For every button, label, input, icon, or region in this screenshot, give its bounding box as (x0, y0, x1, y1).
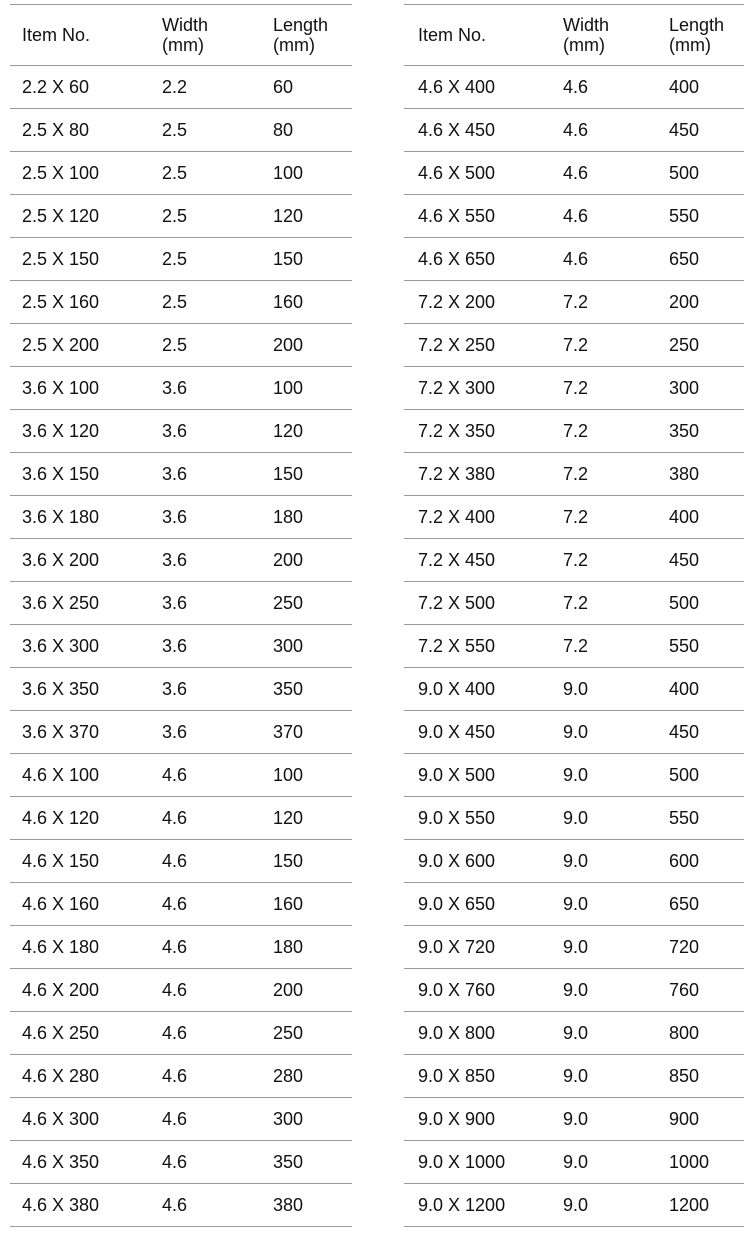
length-cell: 1000 (669, 1152, 710, 1172)
item-no-cell: 9.0 X 760 (418, 980, 496, 1000)
width-cell: 2.5 (162, 292, 188, 312)
table-row (404, 582, 744, 625)
width-cell: 4.6 (162, 1023, 188, 1043)
length-cell: 100 (273, 163, 304, 183)
width-cell: 9.0 (563, 894, 589, 914)
item-no-cell: 7.2 X 450 (418, 550, 496, 570)
item-no-cell: 7.2 X 200 (418, 292, 496, 312)
length-cell: 160 (273, 292, 304, 312)
item-no-cell: 7.2 X 300 (418, 378, 496, 398)
width-cell: 9.0 (563, 1195, 589, 1215)
table-row (10, 496, 352, 539)
width-cell: 3.6 (162, 636, 188, 656)
width-cell: 9.0 (563, 679, 589, 699)
right-spec-table (404, 4, 744, 1227)
item-no-cell: 4.6 X 650 (418, 249, 496, 269)
left-spec-table (10, 4, 352, 1227)
width-cell: 9.0 (563, 1023, 589, 1043)
width-cell: 4.6 (563, 120, 589, 140)
length-cell: 120 (273, 421, 304, 441)
width-cell: 4.6 (563, 249, 589, 269)
table-row (404, 711, 744, 754)
width-cell: 3.6 (162, 464, 188, 484)
item-no-cell: 4.6 X 350 (22, 1152, 100, 1172)
length-cell: 150 (273, 249, 304, 269)
width-cell: 4.6 (162, 1066, 188, 1086)
width-cell: 9.0 (563, 980, 589, 1000)
item-no-cell: 9.0 X 850 (418, 1066, 496, 1086)
length-cell: 80 (273, 120, 294, 140)
table-body (10, 66, 352, 1227)
length-cell: 550 (669, 206, 700, 226)
table-row (10, 1012, 352, 1055)
length-cell: 60 (273, 77, 294, 97)
item-no-cell: 7.2 X 400 (418, 507, 496, 527)
table-row (404, 1141, 744, 1184)
item-no-cell: 7.2 X 550 (418, 636, 496, 656)
width-cell: 9.0 (563, 851, 589, 871)
length-cell: 550 (669, 636, 700, 656)
item-no-cell: 2.5 X 80 (22, 120, 90, 140)
item-no-cell: 3.6 X 150 (22, 464, 100, 484)
width-cell: 2.5 (162, 206, 188, 226)
item-no-cell: 4.6 X 200 (22, 980, 100, 1000)
table-row (10, 969, 352, 1012)
table-row (10, 453, 352, 496)
length-cell: 720 (669, 937, 700, 957)
width-cell: 2.5 (162, 163, 188, 183)
width-cell: 7.2 (563, 636, 589, 656)
width-cell: 9.0 (563, 808, 589, 828)
length-cell: 500 (669, 765, 700, 785)
length-cell: 380 (273, 1195, 304, 1215)
table-row (404, 453, 744, 496)
item-no-cell: 9.0 X 400 (418, 679, 496, 699)
table-row (10, 367, 352, 410)
item-no-cell: 3.6 X 350 (22, 679, 100, 699)
length-cell: 100 (273, 765, 304, 785)
header-item-no: Item No. (22, 25, 91, 45)
length-cell: 180 (273, 937, 304, 957)
item-no-cell: 4.6 X 150 (22, 851, 100, 871)
width-cell: 2.5 (162, 249, 188, 269)
width-cell: 2.5 (162, 120, 188, 140)
header-item-no: Item No. (418, 25, 487, 45)
table-row (10, 1184, 352, 1227)
table-row (10, 195, 352, 238)
table-row (404, 754, 744, 797)
item-no-cell: 4.6 X 380 (22, 1195, 100, 1215)
item-no-cell: 9.0 X 500 (418, 765, 496, 785)
width-cell: 4.6 (563, 163, 589, 183)
width-cell: 7.2 (563, 507, 589, 527)
item-no-cell: 4.6 X 120 (22, 808, 100, 828)
length-cell: 150 (273, 464, 304, 484)
length-cell: 100 (273, 378, 304, 398)
length-cell: 350 (273, 679, 304, 699)
item-no-cell: 4.6 X 500 (418, 163, 496, 183)
width-cell: 4.6 (162, 1195, 188, 1215)
table-row (404, 840, 744, 883)
length-cell: 600 (669, 851, 700, 871)
length-cell: 650 (669, 894, 700, 914)
length-cell: 450 (669, 120, 700, 140)
item-no-cell: 4.6 X 550 (418, 206, 496, 226)
length-cell: 400 (669, 507, 700, 527)
table-row (404, 496, 744, 539)
table-row (10, 152, 352, 195)
width-cell: 9.0 (563, 722, 589, 742)
width-cell: 3.6 (162, 722, 188, 742)
length-cell: 250 (669, 335, 700, 355)
item-no-cell: 9.0 X 720 (418, 937, 496, 957)
table-row (404, 66, 744, 109)
length-cell: 180 (273, 507, 304, 527)
item-no-cell: 7.2 X 500 (418, 593, 496, 613)
table-row (10, 66, 352, 109)
length-cell: 500 (669, 163, 700, 183)
width-cell: 9.0 (563, 1152, 589, 1172)
length-cell: 120 (273, 206, 304, 226)
table-row (404, 109, 744, 152)
width-cell: 4.6 (162, 808, 188, 828)
length-cell: 200 (669, 292, 700, 312)
item-no-cell: 4.6 X 160 (22, 894, 100, 914)
length-cell: 650 (669, 249, 700, 269)
table-row (10, 410, 352, 453)
item-no-cell: 7.2 X 350 (418, 421, 496, 441)
item-no-cell: 2.5 X 160 (22, 292, 100, 312)
header-length: Length (mm) (273, 15, 329, 55)
item-no-cell: 9.0 X 1000 (418, 1152, 506, 1172)
table-row (404, 324, 744, 367)
length-cell: 200 (273, 550, 304, 570)
table-row (10, 926, 352, 969)
table-row (404, 1184, 744, 1227)
table-header (404, 5, 744, 66)
table-row (10, 625, 352, 668)
item-no-cell: 9.0 X 800 (418, 1023, 496, 1043)
width-cell: 4.6 (162, 1109, 188, 1129)
table-row (10, 539, 352, 582)
table-row (10, 797, 352, 840)
length-cell: 160 (273, 894, 304, 914)
item-no-cell: 4.6 X 400 (418, 77, 496, 97)
table-row (10, 668, 352, 711)
item-no-cell: 3.6 X 300 (22, 636, 100, 656)
width-cell: 4.6 (162, 1152, 188, 1172)
table-row (404, 238, 744, 281)
item-no-cell: 2.5 X 200 (22, 335, 100, 355)
width-cell: 4.6 (563, 206, 589, 226)
width-cell: 2.5 (162, 335, 188, 355)
item-no-cell: 4.6 X 180 (22, 937, 100, 957)
table-row (10, 281, 352, 324)
table-row (10, 711, 352, 754)
table-row (404, 668, 744, 711)
length-cell: 250 (273, 593, 304, 613)
header-length: Length (mm) (669, 15, 725, 55)
length-cell: 900 (669, 1109, 700, 1129)
width-cell: 9.0 (563, 765, 589, 785)
width-cell: 3.6 (162, 593, 188, 613)
table-row (404, 1098, 744, 1141)
item-no-cell: 4.6 X 280 (22, 1066, 100, 1086)
item-no-cell: 9.0 X 450 (418, 722, 496, 742)
length-cell: 350 (669, 421, 700, 441)
table-row (404, 625, 744, 668)
length-cell: 450 (669, 722, 700, 742)
item-no-cell: 7.2 X 380 (418, 464, 496, 484)
width-cell: 4.6 (162, 765, 188, 785)
item-no-cell: 2.5 X 120 (22, 206, 100, 226)
item-no-cell: 9.0 X 900 (418, 1109, 496, 1129)
item-no-cell: 9.0 X 650 (418, 894, 496, 914)
length-cell: 200 (273, 980, 304, 1000)
length-cell: 350 (273, 1152, 304, 1172)
width-cell: 9.0 (563, 1109, 589, 1129)
table-body (404, 66, 744, 1227)
length-cell: 500 (669, 593, 700, 613)
width-cell: 3.6 (162, 679, 188, 699)
width-cell: 4.6 (162, 894, 188, 914)
width-cell: 9.0 (563, 937, 589, 957)
table-row (10, 754, 352, 797)
table-row (10, 1141, 352, 1184)
table-row (404, 926, 744, 969)
length-cell: 300 (669, 378, 700, 398)
item-no-cell: 3.6 X 370 (22, 722, 100, 742)
width-cell: 4.6 (162, 980, 188, 1000)
width-cell: 7.2 (563, 421, 589, 441)
length-cell: 760 (669, 980, 700, 1000)
item-no-cell: 9.0 X 550 (418, 808, 496, 828)
table-row (404, 281, 744, 324)
item-no-cell: 4.6 X 250 (22, 1023, 100, 1043)
item-no-cell: 2.2 X 60 (22, 77, 90, 97)
table-row (10, 1098, 352, 1141)
item-no-cell: 2.5 X 150 (22, 249, 100, 269)
length-cell: 300 (273, 1109, 304, 1129)
item-no-cell: 4.6 X 300 (22, 1109, 100, 1129)
width-cell: 3.6 (162, 550, 188, 570)
width-cell: 3.6 (162, 421, 188, 441)
length-cell: 250 (273, 1023, 304, 1043)
width-cell: 4.6 (162, 937, 188, 957)
width-cell: 7.2 (563, 464, 589, 484)
width-cell: 7.2 (563, 335, 589, 355)
item-no-cell: 9.0 X 1200 (418, 1195, 506, 1215)
table-row (404, 152, 744, 195)
length-cell: 850 (669, 1066, 700, 1086)
width-cell: 4.6 (162, 851, 188, 871)
table-row (10, 109, 352, 152)
length-cell: 400 (669, 679, 700, 699)
item-no-cell: 3.6 X 100 (22, 378, 100, 398)
item-no-cell: 7.2 X 250 (418, 335, 496, 355)
table-row (404, 410, 744, 453)
item-no-cell: 2.5 X 100 (22, 163, 100, 183)
item-no-cell: 3.6 X 180 (22, 507, 100, 527)
table-row (10, 1055, 352, 1098)
table-row (10, 582, 352, 625)
header-width: Width (mm) (563, 15, 610, 55)
width-cell: 7.2 (563, 378, 589, 398)
item-no-cell: 4.6 X 450 (418, 120, 496, 140)
length-cell: 370 (273, 722, 304, 742)
length-cell: 380 (669, 464, 700, 484)
item-no-cell: 3.6 X 250 (22, 593, 100, 613)
width-cell: 3.6 (162, 507, 188, 527)
item-no-cell: 3.6 X 200 (22, 550, 100, 570)
length-cell: 280 (273, 1066, 304, 1086)
length-cell: 800 (669, 1023, 700, 1043)
width-cell: 3.6 (162, 378, 188, 398)
length-cell: 1200 (669, 1195, 710, 1215)
table-row (10, 324, 352, 367)
length-cell: 200 (273, 335, 304, 355)
table-row (404, 883, 744, 926)
table-row (404, 1055, 744, 1098)
table-row (10, 238, 352, 281)
length-cell: 550 (669, 808, 700, 828)
table-row (404, 195, 744, 238)
table-header (10, 5, 352, 66)
table-row (404, 1012, 744, 1055)
length-cell: 120 (273, 808, 304, 828)
table-row (404, 969, 744, 1012)
table-row (404, 367, 744, 410)
item-no-cell: 9.0 X 600 (418, 851, 496, 871)
item-no-cell: 4.6 X 100 (22, 765, 100, 785)
table-row (404, 797, 744, 840)
item-no-cell: 3.6 X 120 (22, 421, 100, 441)
table-row (404, 539, 744, 582)
table-row (10, 840, 352, 883)
table-row (10, 883, 352, 926)
width-cell: 7.2 (563, 550, 589, 570)
length-cell: 400 (669, 77, 700, 97)
width-cell: 4.6 (563, 77, 589, 97)
width-cell: 7.2 (563, 292, 589, 312)
length-cell: 300 (273, 636, 304, 656)
header-width: Width (mm) (162, 15, 209, 55)
width-cell: 9.0 (563, 1066, 589, 1086)
width-cell: 7.2 (563, 593, 589, 613)
width-cell: 2.2 (162, 77, 188, 97)
length-cell: 450 (669, 550, 700, 570)
length-cell: 150 (273, 851, 304, 871)
